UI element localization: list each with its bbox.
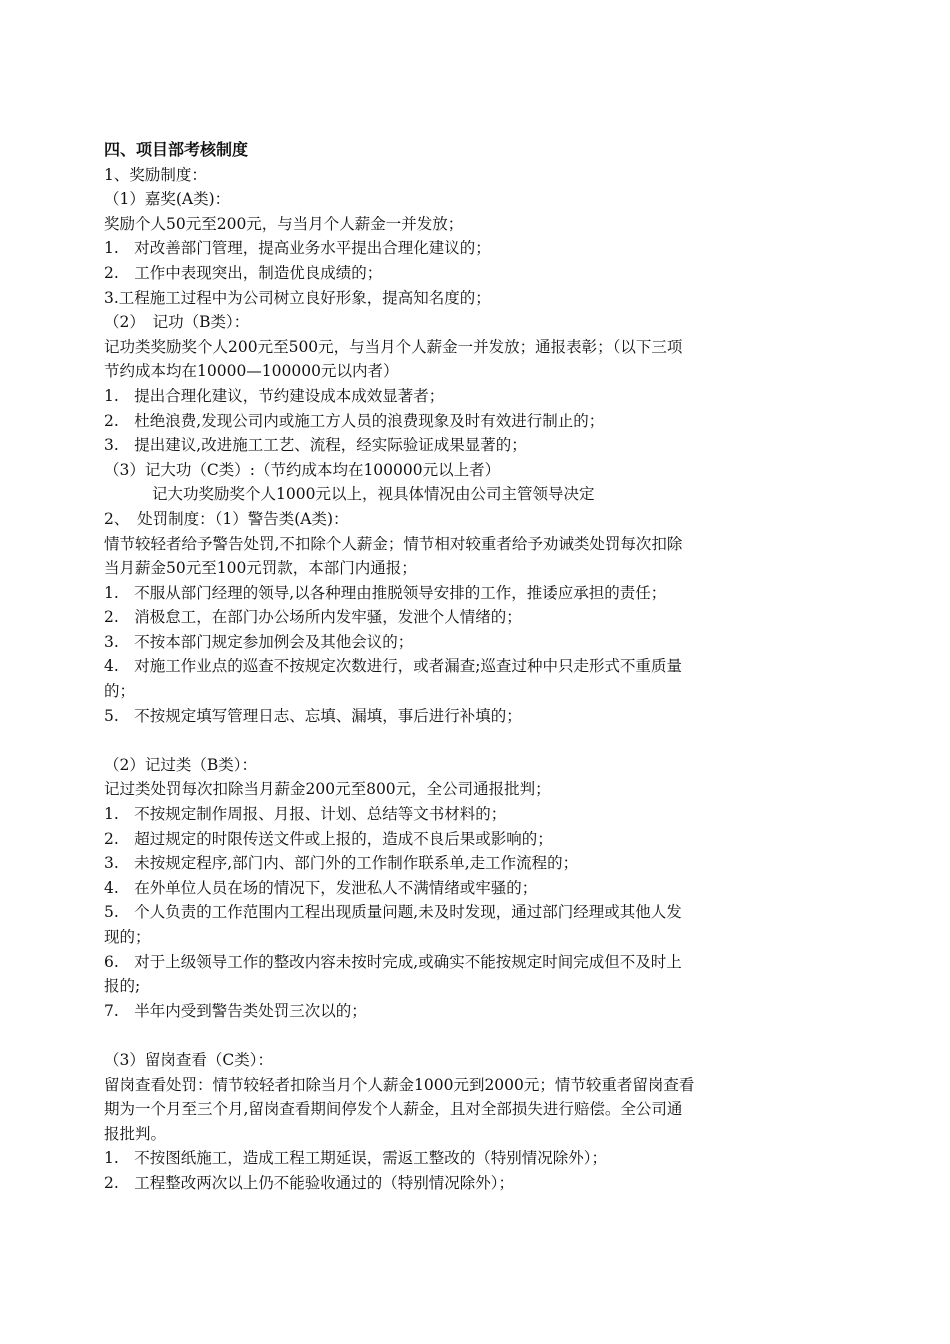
category-heading: （3）记大功（C类）:（节约成本均在100000元以上者） — [104, 460, 501, 479]
list-item: 3. 不按本部门规定参加例会及其他会议的； — [104, 632, 414, 651]
list-item: 1. 对改善部门管理，提高业务水平提出合理化建议的； — [104, 239, 491, 258]
list-item: 1. 提出合理化建议，节约建设成本成效显著者； — [104, 386, 445, 405]
list-item: 1. 不按规定制作周报、月报、计划、总结等文书材料的； — [104, 805, 507, 824]
list-item-continued: 现的； — [104, 928, 151, 946]
subsection-heading: 2、 处罚制度：（1）警告类(A类)： — [104, 509, 349, 528]
paragraph: 记功类奖励奖个人200元至500元，与当月个人薪金一并发放；通报表彰；（以下三项 — [104, 337, 683, 356]
list-item: 2. 工作中表现突出，制造优良成绩的； — [104, 263, 383, 282]
list-item: 5. 个人负责的工作范围内工程出现质量问题,未及时发现，通过部门经理或其他人发 — [104, 903, 682, 922]
paragraph: 记过类处罚每次扣除当月薪金200元至800元，全公司通报批判； — [104, 780, 551, 799]
category-heading: （1）嘉奖(A类)： — [104, 190, 231, 209]
section-title: 四、项目部考核制度 — [104, 140, 249, 159]
list-item: 2. 工程整改两次以上仍不能验收通过的（特别情况除外）； — [104, 1173, 515, 1192]
paragraph: 情节较轻者给予警告处罚,不扣除个人薪金；情节相对较重者给予劝诫类处罚每次扣除 — [104, 534, 683, 553]
list-item: 2. 杜绝浪费,发现公司内或施工方人员的浪费现象及时有效进行制止的； — [104, 411, 605, 430]
paragraph: 记大功奖励奖个人1000元以上，视具体情况由公司主管领导决定 — [152, 485, 595, 504]
list-item: 7. 半年内受到警告类处罚三次以的； — [104, 1001, 367, 1020]
paragraph: 期为一个月至三个月,留岗查看期间停发个人薪金，且对全部损失进行赔偿。全公司通 — [104, 1100, 683, 1119]
paragraph: 报批判。 — [104, 1124, 167, 1143]
paragraph: 留岗查看处罚：情节较轻者扣除当月个人薪金1000元到2000元；情节较重者留岗查看 — [104, 1075, 695, 1094]
list-item-continued: 报的; — [104, 977, 141, 996]
blank-line — [104, 728, 834, 753]
category-heading: （2） 记功（B类）： — [104, 313, 250, 332]
paragraph: 当月薪金50元至100元罚款，本部门内通报； — [104, 559, 417, 578]
list-item: 4. 对施工作业点的巡查不按规定次数进行，或者漏查;巡查过种中只走形式不重质量 — [104, 657, 683, 676]
category-heading: （2）记过类（B类）： — [104, 755, 258, 774]
list-item: 6. 对于上级领导工作的整改内容未按时完成,或确实不能按规定时间完成但不及时上 — [104, 952, 682, 971]
list-item: 1. 不按图纸施工，造成工程工期延误，需返工整改的（特别情况除外）； — [104, 1149, 608, 1168]
list-item: 5. 不按规定填写管理日志、忘填、漏填，事后进行补填的； — [104, 706, 522, 725]
list-item-continued: 的； — [104, 682, 136, 701]
subsection-heading: 1、奖励制度： — [104, 165, 207, 184]
list-item: 2. 超过规定的时限传送文件或上报的，造成不良后果或影响的； — [104, 829, 553, 848]
list-item: 3. 未按规定程序,部门内、部门外的工作制作联系单,走工作流程的； — [104, 854, 579, 873]
blank-line — [104, 1023, 834, 1048]
list-item: 2. 消极怠工，在部门办公场所内发牢骚，发泄个人情绪的； — [104, 608, 522, 627]
list-item: 3.工程施工过程中为公司树立良好形象，提高知名度的； — [104, 288, 491, 307]
category-heading: （3）留岗查看（C类）： — [104, 1050, 273, 1069]
paragraph: 奖励个人50元至200元，与当月个人薪金一并发放； — [104, 214, 464, 233]
list-item: 3. 提出建议,改进施工工艺、流程，经实际验证成果显著的； — [104, 436, 527, 455]
list-item: 4. 在外单位人员在场的情况下，发泄私人不满情绪或牢骚的； — [104, 878, 538, 897]
list-item: 1. 不服从部门经理的领导,以各种理由推脱领导安排的工作，推诿应承担的责任； — [104, 583, 667, 602]
paragraph: 节约成本均在10000—100000元以内者） — [104, 362, 399, 381]
document-body — [104, 138, 834, 1196]
